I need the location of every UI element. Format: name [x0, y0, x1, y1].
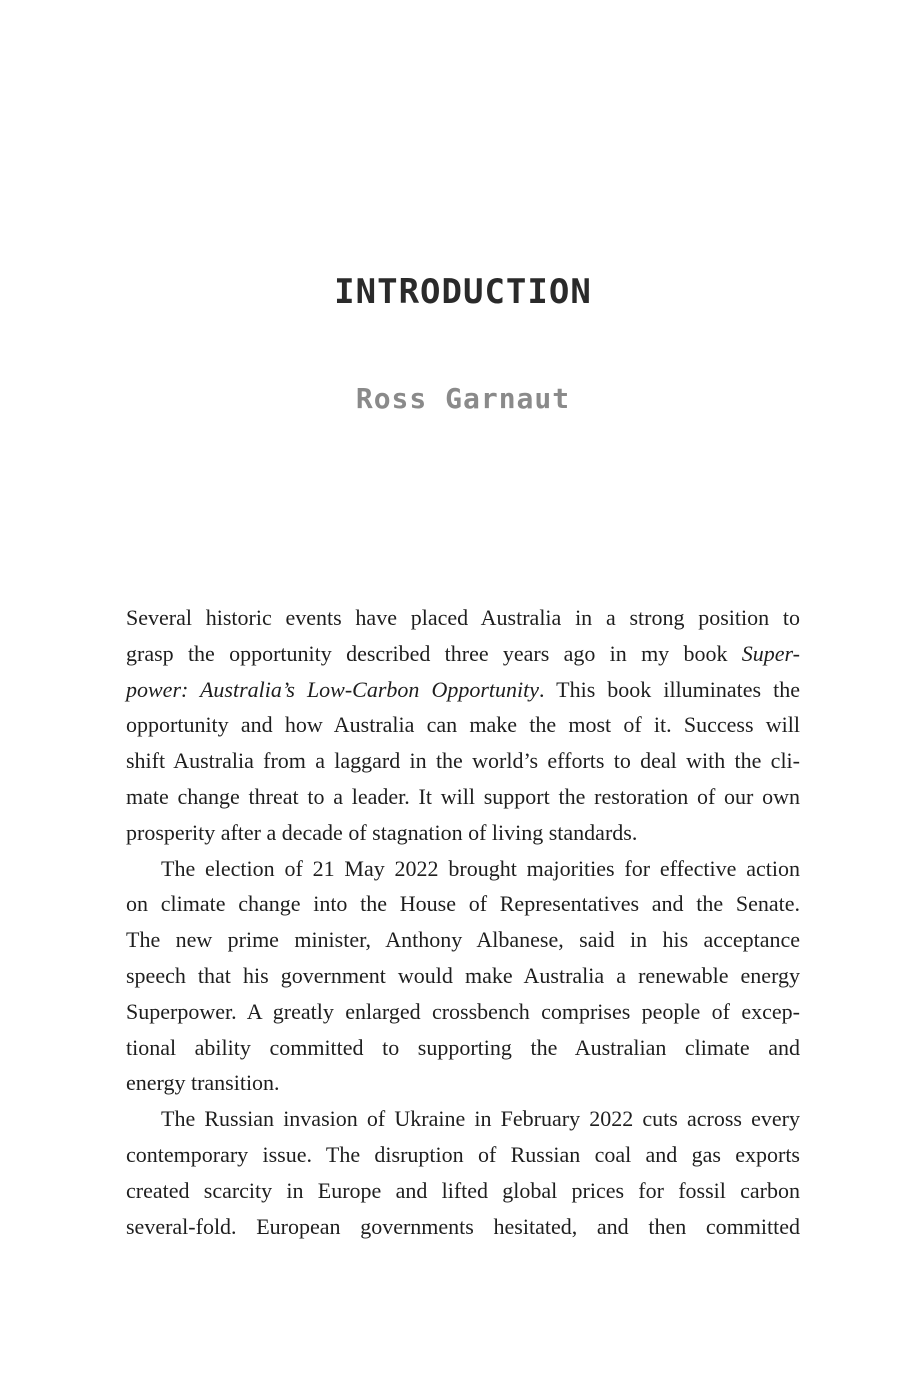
text-line: prosperity after a decade of stagnation of living standards.	[126, 819, 638, 845]
text-line: tional ability committed to supporting the Australian climate and	[126, 1034, 800, 1060]
text-line	[126, 672, 800, 708]
paragraph-3	[126, 1101, 800, 1244]
text-line: The election of 21 May 2022 brought majorities for effective action	[161, 855, 800, 881]
text-line: contemporary issue. The disruption of Russian coal and gas exports	[126, 1141, 800, 1167]
text-line: Superpower. A greatly enlarged crossbench comprises people of excep-	[126, 998, 800, 1024]
chapter-title: INTRODUCTION	[334, 272, 592, 312]
paragraph-2	[126, 851, 800, 1102]
text-span: . This book illuminates the	[539, 676, 801, 702]
book-title-italic: power: Australia’s Low-Carbon Opportunity	[126, 676, 540, 702]
text-line: several-fold. European governments hesitated, and then committed	[126, 1213, 800, 1239]
text-line: opportunity and how Australia can make the most of it. Success will	[126, 712, 800, 738]
text-line: The new prime minister, Anthony Albanese, said in his acceptance	[126, 927, 800, 953]
text-line: The Russian invasion of Ukraine in February 2022 cuts across every	[161, 1106, 800, 1132]
text-line: on climate change into the House of Representatives and the Senate.	[126, 891, 800, 917]
text-line: energy transition.	[126, 1070, 280, 1096]
text-span: grasp the opportunity described three years ago in my book	[126, 640, 742, 666]
paragraph-1	[126, 600, 800, 851]
text-line: shift Australia from a laggard in the world’s efforts to deal with the cli-	[126, 748, 800, 774]
text-line: speech that his government would make Australia a renewable energy	[126, 962, 800, 988]
book-title-italic: Super-	[741, 640, 800, 666]
text-line: Several historic events have placed Australia in a strong position to	[126, 605, 800, 630]
text-line	[126, 636, 800, 672]
body-text	[126, 600, 800, 1244]
text-line: created scarcity in Europe and lifted global prices for fossil carbon	[126, 1177, 800, 1203]
chapter-author: Ross Garnaut	[355, 382, 571, 415]
text-line: mate change threat to a leader. It will support the restoration of our own	[126, 783, 800, 809]
